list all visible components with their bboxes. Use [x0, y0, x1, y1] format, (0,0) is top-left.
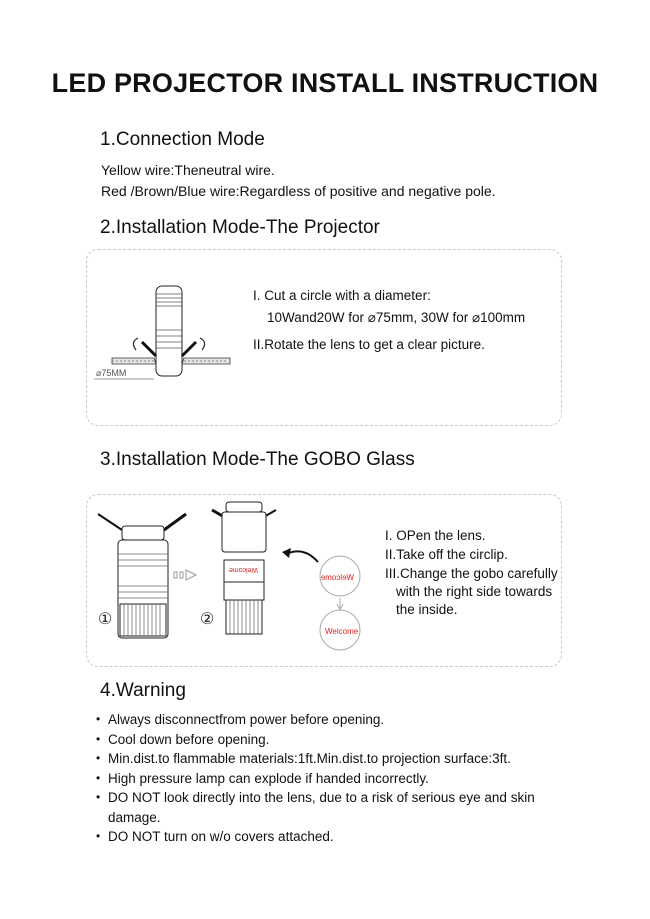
gobo-disc-flipped-text: Welcome: [320, 573, 354, 582]
gobo-step-3: III.Change the gobo carefully: [385, 566, 558, 581]
gobo-text-flipped: Welcome: [228, 566, 258, 573]
diameter-label: ⌀75MM: [96, 368, 127, 378]
gobo-step-3-end: the inside.: [396, 602, 458, 617]
section-heading-connection: 1.Connection Mode: [100, 129, 265, 150]
gobo-disc-text: Welcome: [325, 627, 359, 636]
connection-line-yellow: Yellow wire:Theneutral wire.: [101, 162, 275, 178]
page-title: LED PROJECTOR INSTALL INSTRUCTION: [51, 68, 599, 98]
warning-item: • Always disconnectfrom power before opening.: [98, 710, 578, 730]
warning-item: • Cool down before opening.: [98, 730, 578, 750]
section-heading-gobo: 3.Installation Mode-The GOBO Glass: [100, 449, 415, 470]
gobo-step-1: I. OPen the lens.: [385, 528, 486, 543]
projector-step-2: II.Rotate the lens to get a clear picture.: [253, 337, 485, 352]
projector-step-1-detail: 10Wand20W for ⌀75mm, 30W for ⌀100mm: [267, 310, 526, 325]
gobo-step-3-cont: with the right side towards: [396, 584, 553, 599]
warning-list: [98, 710, 578, 847]
section-heading-projector: 2.Installation Mode-The Projector: [100, 217, 380, 238]
gobo-install-diagram: [94, 500, 374, 660]
gobo-figure-1: [98, 514, 186, 638]
projector-step-1: I. Cut a circle with a diameter:: [253, 288, 431, 303]
warning-item: • DO NOT look directly into the lens, due to a risk of serious eye and skin damage.: [98, 788, 578, 827]
gobo-figure-2: [200, 502, 276, 634]
gobo-step-2: II.Take off the circlip.: [385, 547, 508, 562]
figure-number-1: ①: [98, 611, 113, 628]
figure-number-2: ②: [200, 611, 215, 628]
connection-line-red: Red /Brown/Blue wire:Regardless of positive and negative pole.: [101, 183, 496, 199]
section-heading-warning: 4.Warning: [100, 680, 186, 701]
warning-item: • Min.dist.to flammable materials:1ft.Min.dist.to projection surface:3ft.: [98, 749, 578, 769]
warning-item: • High pressure lamp can explode if handed incorrectly.: [98, 769, 578, 789]
projector-install-diagram: [92, 280, 242, 390]
warning-item: • DO NOT turn on w/o covers attached.: [98, 827, 578, 847]
